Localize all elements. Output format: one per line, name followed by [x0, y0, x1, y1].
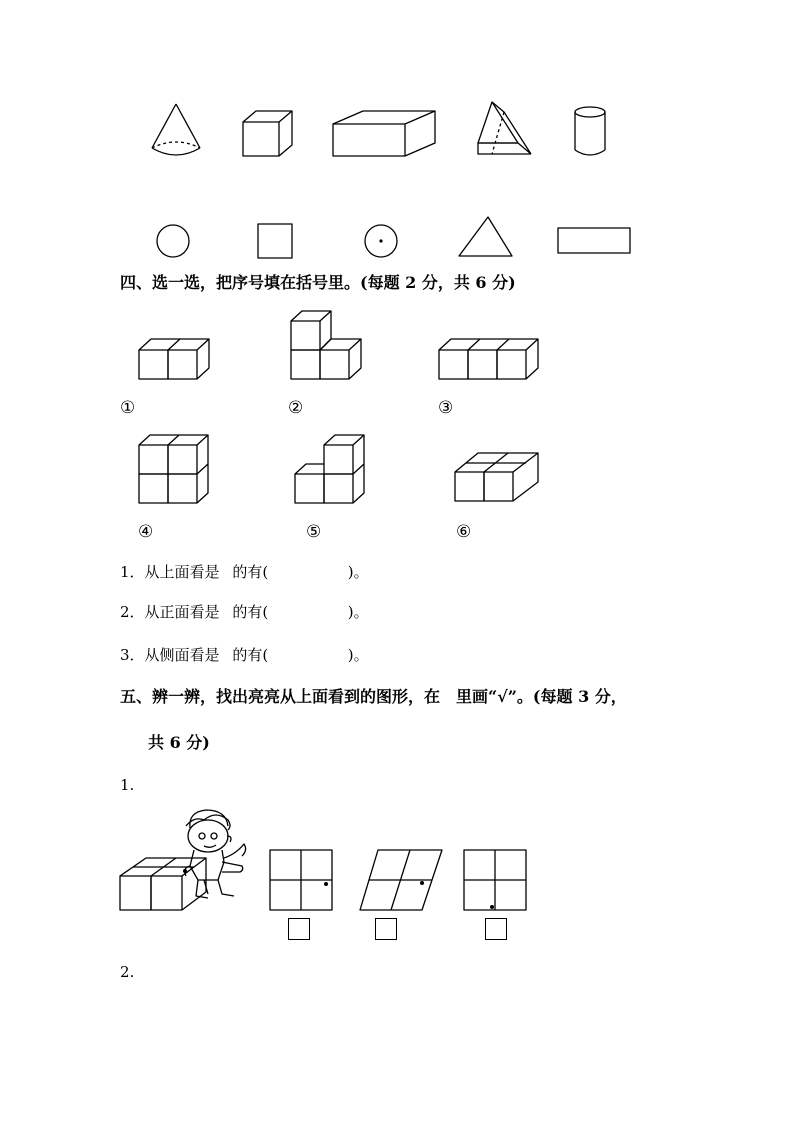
- cube-group-3: [438, 338, 542, 382]
- question-2-middle: 的有(: [232, 603, 269, 621]
- option-a-checkbox[interactable]: [288, 918, 310, 940]
- cube-group-1: [138, 338, 212, 382]
- option-a-figure: [268, 848, 334, 912]
- cylinder-figure: [572, 104, 608, 160]
- section4-heading: 四、选一选，把序号填在括号里。(每题 2 分，共 6 分): [120, 273, 516, 292]
- label-6: ⑥: [456, 522, 472, 542]
- triangle-figure: [456, 214, 516, 260]
- question-3-suffix: )。: [347, 646, 369, 664]
- question-3-prefix: 3．从侧面看是: [120, 646, 220, 664]
- cube-group-5: [294, 434, 368, 506]
- circle-figure: [154, 222, 192, 260]
- question-2-suffix: )。: [347, 603, 369, 621]
- section5-question-2: 2.: [120, 963, 135, 981]
- label-3: ③: [438, 398, 454, 418]
- cube-group-4: [138, 434, 212, 506]
- option-b-checkbox[interactable]: [375, 918, 397, 940]
- question-3: [120, 645, 369, 665]
- triangular-prism-figure: [474, 98, 538, 160]
- label-4: ④: [138, 522, 154, 542]
- cube-figure: [240, 108, 294, 160]
- question-1-suffix: )。: [347, 563, 369, 581]
- label-5: ⑤: [306, 522, 322, 542]
- question-3-middle: 的有(: [232, 646, 269, 664]
- question-2: [120, 602, 369, 622]
- label-2: ②: [288, 398, 304, 418]
- cube-group-2: [290, 310, 364, 382]
- section5-heading-line2: 共 6 分): [148, 733, 210, 752]
- boy-illustration: [178, 806, 252, 902]
- question-1-prefix: 1．从上面看是: [120, 563, 220, 581]
- question-1-middle: 的有(: [232, 563, 269, 581]
- cuboid-figure: [330, 108, 440, 160]
- cone-figure: [148, 100, 204, 160]
- circle-with-center-figure: [362, 222, 400, 260]
- option-b-figure: [358, 848, 444, 912]
- option-c-figure: [462, 848, 528, 912]
- label-1: ①: [120, 398, 136, 418]
- rectangle-figure: [556, 226, 632, 256]
- question-1: [120, 562, 369, 582]
- cube-group-6: [454, 452, 544, 506]
- square-figure: [256, 222, 294, 260]
- question-2-prefix: 2．从正面看是: [120, 603, 220, 621]
- section5-question-1: 1.: [120, 776, 135, 794]
- section5-heading-line1: 五、辨一辨，找出亮亮从上面看到的图形，在 里画“√”。(每题 3 分，: [120, 687, 627, 706]
- option-c-checkbox[interactable]: [485, 918, 507, 940]
